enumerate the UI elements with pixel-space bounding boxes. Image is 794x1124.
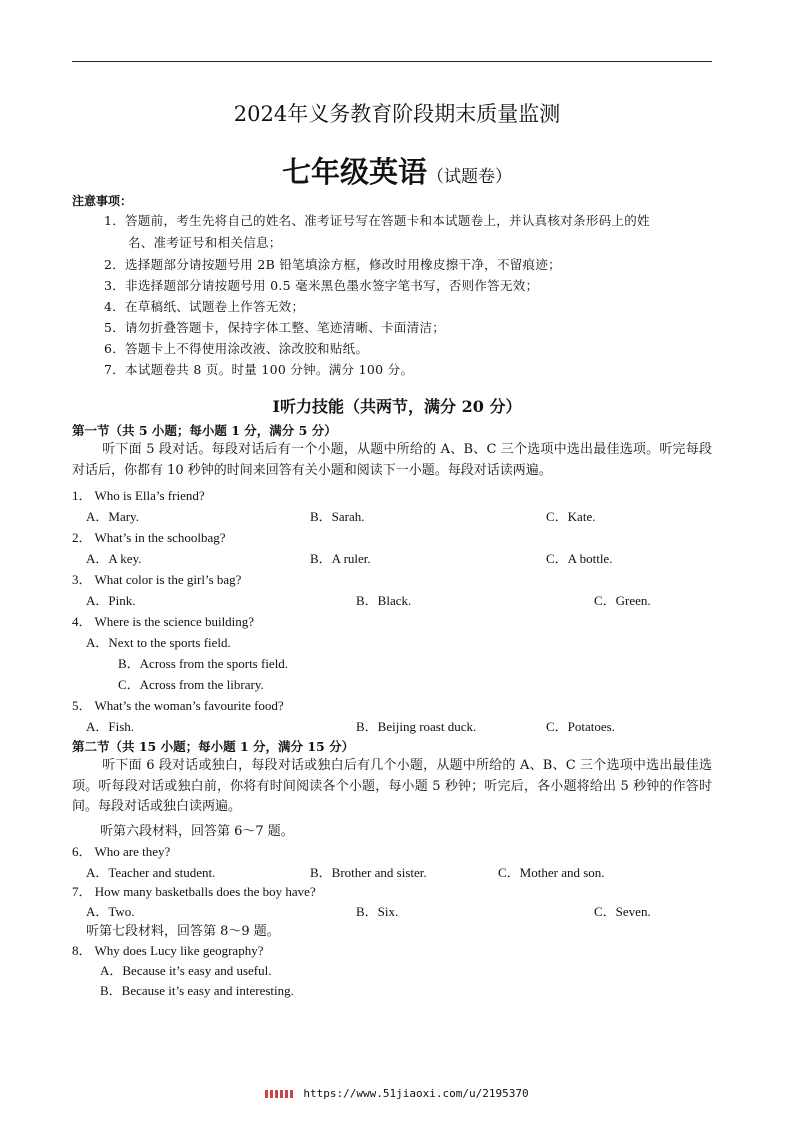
watermark-logo-icon [265,1090,295,1098]
note-item: 4．在草稿纸、试题卷上作答无效； [104,299,305,314]
note-item: 5．请勿折叠答题卡，保持字体工整、笔迹清晰、卡面清洁； [104,320,446,335]
subject-title [0,150,794,191]
question-4: 4． Where is the science building? [72,614,255,629]
part2-instructions-text: 听下面 6 段对话或独白，每段对话或独白后有几个小题，从题中所给的 A、B、C 三个选项中选出最佳选项。听每段对话或独白前，你将有时间阅读各个小题，每小题 5 秒钟；听完后，各小题将给出 5 秒钟的作答时间。每段对话或独白读两遍。 [72,758,712,814]
part2-instructions [72,756,712,818]
option-a: A．A key. [86,551,142,566]
material-6-note: 听第六段材料，回答第 6～7 题。 [100,824,294,839]
note-item: 2．选择题部分请按题号用 2B 铅笔填涂方框，修改时用橡皮擦干净，不留痕迹； [104,257,561,272]
question-3: 3． What color is the girl’s bag? [72,572,242,587]
material-7-note: 听第七段材料，回答第 8～9 题。 [86,924,280,939]
part2-heading: 第二节（共 15 小题；每小题 1 分，满分 15 分） [72,739,355,754]
part1-heading: 第一节（共 5 小题；每小题 1 分，满分 5 分） [72,423,337,438]
option-c: C．A bottle. [546,551,613,566]
option-a: A．Next to the sports field. [86,635,231,650]
option-b: B．Because it’s easy and interesting. [100,983,294,998]
question-7: 7． How many basketballs does the boy have? [72,884,316,899]
option-a: A．Teacher and student. [86,865,216,880]
question-8: 8． Why does Lucy like geography? [72,943,264,958]
option-a: A．Pink. [86,593,136,608]
subject-name: 七年级英语 [281,155,427,189]
footer [0,1087,794,1100]
note-item: 3．非选择题部分请按题号用 0.5 毫米黑色墨水签字笔书写，否则作答无效； [104,278,539,293]
exam-title: 2024年义务教育阶段期末质量监测 [233,102,561,126]
question-2: 2． What’s in the schoolbag? [72,530,226,545]
option-a: A．Fish. [86,719,135,734]
part1-instructions-text: 听下面 5 段对话。每段对话后有一个小题，从题中所给的 A、B、C 三个选项中选出最佳选项。听完每段对话后，你都有 10 秒钟的时间来回答有关小题和阅读下一小题。每段对话读两遍。 [72,442,712,478]
section-title: Ⅰ听力技能（共两节，满分 20 分） [272,397,522,416]
note-item: 6．答题卡上不得使用涂改液、涂改胶和贴纸。 [104,341,369,356]
footer-url[interactable]: https://www.51jiaoxi.com/u/2195370 [303,1087,529,1100]
option-c: C．Kate. [546,509,596,524]
option-b: B．Black. [356,593,412,608]
top-rule [72,61,712,62]
notes-heading: 注意事项： [72,194,133,208]
part1-instructions [72,440,712,481]
question-1: 1． Who is Ella’s friend? [72,488,205,503]
question-5: 5． What’s the woman’s favourite food? [72,698,284,713]
subject-note: （试题卷） [427,167,512,187]
option-c: C．Potatoes. [546,719,615,734]
note-item: 7．本试题卷共 8 页。时量 100 分钟。满分 100 分。 [104,362,414,377]
option-b: B．Across from the sports field. [118,656,289,671]
option-c: C．Seven. [594,904,651,919]
option-a: A．Mary. [86,509,139,524]
option-b: B．A ruler. [310,551,371,566]
note-item: 名、准考证号和相关信息； [128,235,282,250]
note-item: 1．答题前，考生先将自己的姓名、准考证号写在答题卡和本试题卷上，并认真核对条形码上的姓 [104,213,650,228]
option-c: C．Across from the library. [118,677,264,692]
option-b: B．Sarah. [310,509,365,524]
option-b: B．Six. [356,904,399,919]
option-c: C．Green. [594,593,651,608]
question-6: 6． Who are they? [72,844,171,859]
option-b: B．Brother and sister. [310,865,427,880]
option-a: A．Because it’s easy and useful. [100,963,272,978]
option-a: A．Two. [86,904,135,919]
option-b: B．Beijing roast duck. [356,719,477,734]
option-c: C．Mother and son. [498,865,605,880]
